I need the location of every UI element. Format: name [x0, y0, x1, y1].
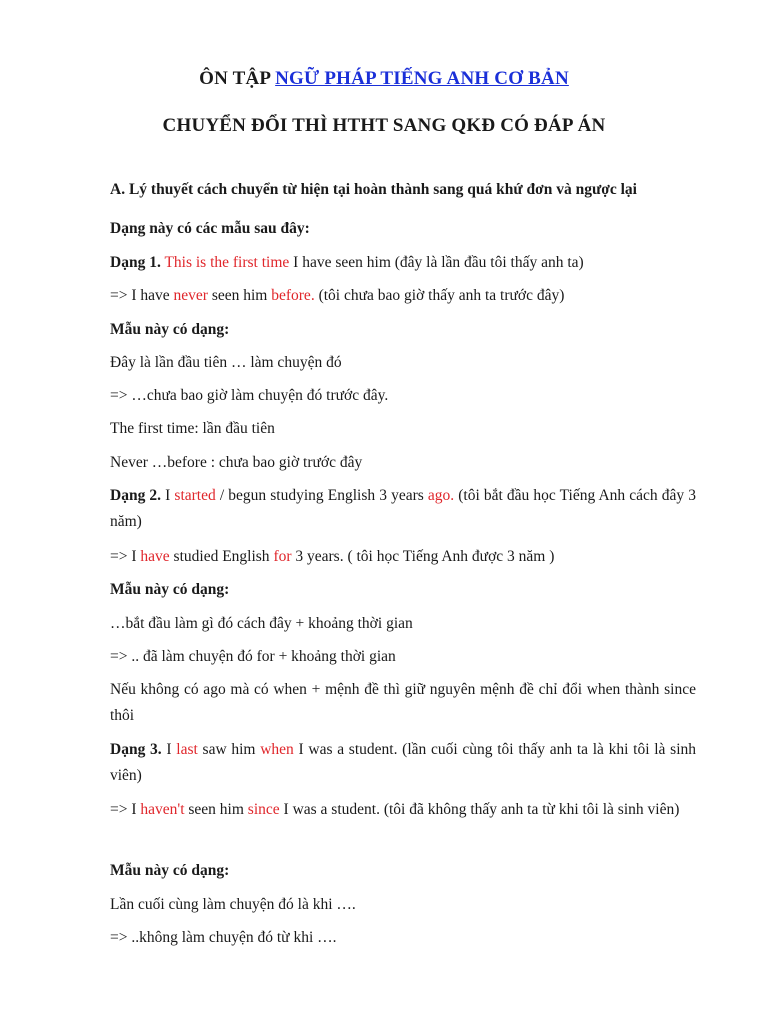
dang2-highlight-ago: ago. [427, 487, 455, 504]
intro-text: Dạng này có các mẫu sau đây: [110, 220, 310, 237]
pattern2-line: …bắt đầu làm gì đó cách đây + khoảng thời gian [110, 615, 413, 632]
dang3-highlight-havent: haven't [140, 801, 185, 818]
dang3-highlight-since: since [247, 801, 280, 818]
pattern3-heading: Mẫu này có dạng: [110, 862, 230, 879]
dang3-label: Dạng 3. [110, 741, 162, 758]
dang3-part: I was a student. (lần cuối cùng tôi thấy anh ta là khi tôi là sinh viên) [110, 741, 696, 784]
dang3-answer-part: => I [110, 801, 141, 818]
dang2-part: / begun studying English 3 years [215, 487, 428, 504]
dang1-answer-part: seen him [207, 287, 272, 304]
dang2-answer-part: => I [110, 548, 141, 565]
dang3-answer [110, 797, 696, 823]
pattern2-note: Nếu không có ago mà có when + mệnh đề thì giữ nguyên mệnh đề chỉ đổi when thành since thôi [110, 681, 696, 724]
grammar-link[interactable]: NGỮ PHÁP TIẾNG ANH CƠ BẢN [275, 68, 569, 89]
dang2-answer-part: studied English [169, 548, 274, 565]
dang2-part: I [161, 487, 175, 504]
dang1-answer-part: (tôi chưa bao giờ thấy anh ta trước đây) [314, 287, 565, 304]
dang1-rest: I have seen him (đây là lần đầu tôi thấy anh ta) [289, 254, 584, 271]
dang2-highlight-have: have [140, 548, 170, 565]
dang3-highlight-last: last [176, 741, 198, 758]
title-prefix: ÔN TẬP [199, 68, 276, 89]
dang3-highlight-when: when [260, 741, 294, 758]
pattern1-line: The first time: lần đầu tiên [110, 420, 275, 437]
dang3-part: saw him [197, 741, 261, 758]
dang1-highlight-never: never [173, 287, 208, 304]
section-a-heading: A. Lý thuyết cách chuyển từ hiện tại hoàn thành sang quá khứ đơn và ngược lại [110, 181, 637, 198]
dang2-answer [110, 544, 696, 570]
dang2-part: (tôi bắt đầu học Tiếng Anh cách đây 3 năm) [110, 487, 696, 530]
pattern2-heading: Mẫu này có dạng: [110, 581, 230, 598]
dang1-answer [110, 283, 696, 309]
dang2-example [110, 483, 696, 535]
pattern3-line: Lần cuối cùng làm chuyện đó là khi …. [110, 896, 356, 913]
dang2-answer-part: 3 years. ( tôi học Tiếng Anh được 3 năm ) [291, 548, 555, 565]
page-subtitle: CHUYỂN ĐỔI THÌ HTHT SANG QKĐ CÓ ĐÁP ÁN [162, 115, 606, 136]
page-title [0, 68, 768, 90]
pattern2-line: => .. đã làm chuyện đó for + khoảng thời gian [110, 648, 396, 665]
pattern3-line: => ..không làm chuyện đó từ khi …. [110, 929, 337, 946]
pattern1-line: => …chưa bao giờ làm chuyện đó trước đây. [110, 387, 389, 404]
pattern1-heading: Mẫu này có dạng: [110, 321, 230, 338]
pattern1-line: Đây là lần đầu tiên … làm chuyện đó [110, 354, 342, 371]
dang1-label: Dạng 1. [110, 254, 161, 271]
dang1-answer-part: => I have [110, 287, 174, 304]
dang2-label: Dạng 2. [110, 487, 162, 504]
dang2-highlight-started: started [174, 487, 216, 504]
dang1-example [110, 250, 696, 276]
dang3-answer-part: seen him [184, 801, 248, 818]
dang3-answer-part: I was a student. (tôi đã không thấy anh ta từ khi tôi là sinh viên) [279, 801, 680, 818]
dang1-highlight-before: before. [271, 287, 315, 304]
pattern1-line: Never …before : chưa bao giờ trước đây [110, 454, 363, 471]
dang3-example [110, 737, 696, 789]
dang3-part: I [161, 741, 177, 758]
dang1-highlight-first-time: This is the first time [164, 254, 290, 271]
dang2-highlight-for: for [273, 548, 292, 565]
